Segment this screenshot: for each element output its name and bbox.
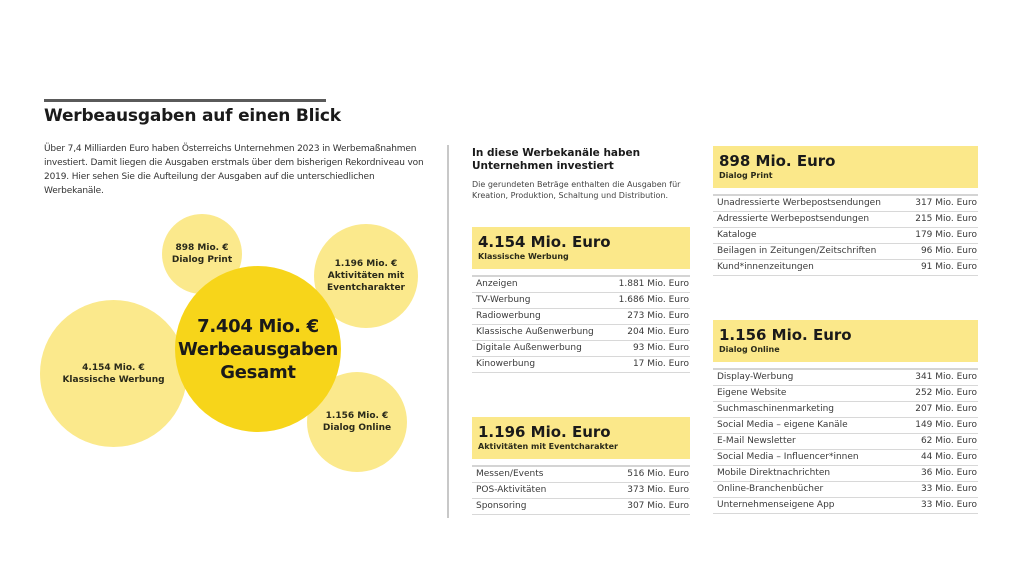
row-name: Beilagen in Zeitungen/Zeitschriften (717, 246, 877, 256)
row-name: Radiowerbung (476, 311, 541, 321)
bubble-label: Klassische Werbung (62, 374, 165, 385)
table-row (713, 482, 978, 498)
bubble-total-label-line1: Werbeausgaben (177, 338, 339, 360)
page-title: Werbeausgaben auf einen Blick (44, 106, 341, 126)
table-row (713, 450, 978, 466)
channels-heading (472, 147, 692, 173)
channels-heading-line2: Unternehmen investiert (472, 160, 614, 172)
vertical-divider (447, 145, 449, 518)
row-value: 252 Mio. Euro (915, 388, 977, 398)
bubble-label: Dialog Online (322, 423, 392, 433)
block-amount: 1.196 Mio. Euro (478, 423, 611, 441)
row-value: 36 Mio. Euro (920, 468, 977, 478)
row-value: 1.686 Mio. Euro (618, 295, 689, 305)
table-row (472, 293, 690, 309)
row-name: Sponsoring (476, 501, 527, 511)
row-name: Messen/Events (476, 469, 544, 479)
row-name: Klassische Außenwerbung (476, 327, 594, 337)
row-value: 273 Mio. Euro (627, 311, 689, 321)
block-aktivitaeten (472, 417, 690, 515)
row-value: 33 Mio. Euro (920, 484, 977, 494)
channels-heading-line1: In diese Werbekanäle haben (472, 147, 641, 159)
row-value: 96 Mio. Euro (920, 246, 977, 256)
row-name: Kund*innenzeitungen (717, 262, 814, 272)
table-row (472, 277, 690, 293)
row-value: 373 Mio. Euro (627, 485, 689, 495)
row-value: 204 Mio. Euro (627, 327, 689, 337)
block-amount: 4.154 Mio. Euro (478, 233, 611, 251)
table-row (713, 196, 978, 212)
row-name: E-Mail Newsletter (717, 436, 796, 446)
bubble-klassische-werbung (40, 300, 187, 447)
title-rule (44, 99, 326, 102)
block-rows (472, 275, 690, 373)
bubble-value: 1.196 Mio. € (334, 259, 398, 269)
row-name: Kinowerbung (476, 359, 536, 369)
block-category: Klassische Werbung (478, 252, 569, 261)
block-category: Aktivitäten mit Eventcharakter (478, 442, 618, 451)
row-value: 207 Mio. Euro (915, 404, 977, 414)
row-value: 44 Mio. Euro (920, 452, 977, 462)
row-name: Suchmaschinenmarketing (717, 404, 834, 414)
row-name: Anzeigen (476, 279, 518, 289)
row-value: 1.881 Mio. Euro (618, 279, 689, 289)
table-row (713, 418, 978, 434)
block-header (713, 320, 978, 362)
row-value: 516 Mio. Euro (627, 469, 689, 479)
table-row (472, 499, 690, 515)
bubble-value: 898 Mio. € (175, 243, 229, 253)
channels-subtitle-line2: Kreation, Produktion, Schaltung und Distribution. (472, 191, 669, 200)
table-row (713, 498, 978, 514)
row-value: 62 Mio. Euro (920, 436, 977, 446)
block-rows (713, 194, 978, 276)
bubble-total-value: 7.404 Mio. € (197, 315, 319, 337)
block-header (472, 227, 690, 269)
row-name: Adressierte Werbepostsendungen (717, 214, 870, 224)
row-name: Unadressierte Werbepostsendungen (717, 198, 881, 208)
row-name: Digitale Außenwerbung (476, 343, 582, 353)
bubble-label: Dialog Print (171, 255, 233, 265)
block-dialog-print (713, 146, 978, 276)
row-value: 317 Mio. Euro (915, 198, 977, 208)
row-name: Online-Branchenbücher (717, 484, 824, 494)
bubble-label-line1: Aktivitäten mit (327, 271, 405, 281)
bubble-total (175, 266, 341, 432)
row-name: Unternehmenseigene App (717, 500, 835, 510)
table-row (713, 370, 978, 386)
table-row (472, 341, 690, 357)
row-name: Social Media – eigene Kanäle (717, 420, 848, 430)
block-category: Dialog Print (719, 171, 773, 180)
table-row (472, 483, 690, 499)
bubble-label-line2: Eventcharakter (327, 283, 405, 293)
row-value: 17 Mio. Euro (632, 359, 689, 369)
channels-subtitle (472, 179, 702, 201)
table-row (472, 467, 690, 483)
table-row (472, 357, 690, 373)
block-amount: 898 Mio. Euro (719, 152, 836, 170)
intro-text: Über 7,4 Milliarden Euro haben Österreichs Unternehmen 2023 in Werbemaßnahmen investiert. Damit liegen die Ausgaben erstmals über dem bisherigen Rekordniveau von 2019. Hier sehen Sie die Aufteilung der Ausgaben auf die unterschiedlichen Werbekanäle. (44, 144, 424, 196)
table-row (713, 402, 978, 418)
row-name: Eigene Website (717, 388, 787, 398)
row-name: Mobile Direktnachrichten (717, 468, 831, 478)
table-row (472, 309, 690, 325)
table-row (713, 228, 978, 244)
row-name: TV-Werbung (476, 295, 531, 305)
block-klassische-werbung (472, 227, 690, 373)
row-value: 179 Mio. Euro (915, 230, 977, 240)
table-row (713, 212, 978, 228)
row-value: 307 Mio. Euro (627, 501, 689, 511)
block-category: Dialog Online (719, 345, 780, 354)
block-rows (472, 465, 690, 515)
row-name: Display-Werbung (717, 372, 794, 382)
table-row (472, 325, 690, 341)
block-header (713, 146, 978, 188)
bubble-value: 1.156 Mio. € (325, 411, 389, 421)
block-header (472, 417, 690, 459)
row-name: Social Media – Influencer*innen (717, 452, 859, 462)
table-row (713, 260, 978, 276)
channels-subtitle-line1: Die gerundeten Beträge enthalten die Ausgaben für (472, 180, 681, 189)
block-dialog-online (713, 320, 978, 514)
block-rows (713, 368, 978, 514)
row-name: Kataloge (717, 230, 757, 240)
row-value: 93 Mio. Euro (632, 343, 689, 353)
row-value: 341 Mio. Euro (915, 372, 977, 382)
table-row (713, 434, 978, 450)
bubble-total-label-line2: Gesamt (220, 361, 296, 383)
row-value: 33 Mio. Euro (920, 500, 977, 510)
block-amount: 1.156 Mio. Euro (719, 326, 852, 344)
table-row (713, 386, 978, 402)
row-value: 215 Mio. Euro (915, 214, 977, 224)
row-name: POS-Aktivitäten (476, 485, 547, 495)
table-row (713, 244, 978, 260)
row-value: 149 Mio. Euro (915, 420, 977, 430)
row-value: 91 Mio. Euro (920, 262, 977, 272)
bubble-value: 4.154 Mio. € (82, 362, 145, 373)
table-row (713, 466, 978, 482)
